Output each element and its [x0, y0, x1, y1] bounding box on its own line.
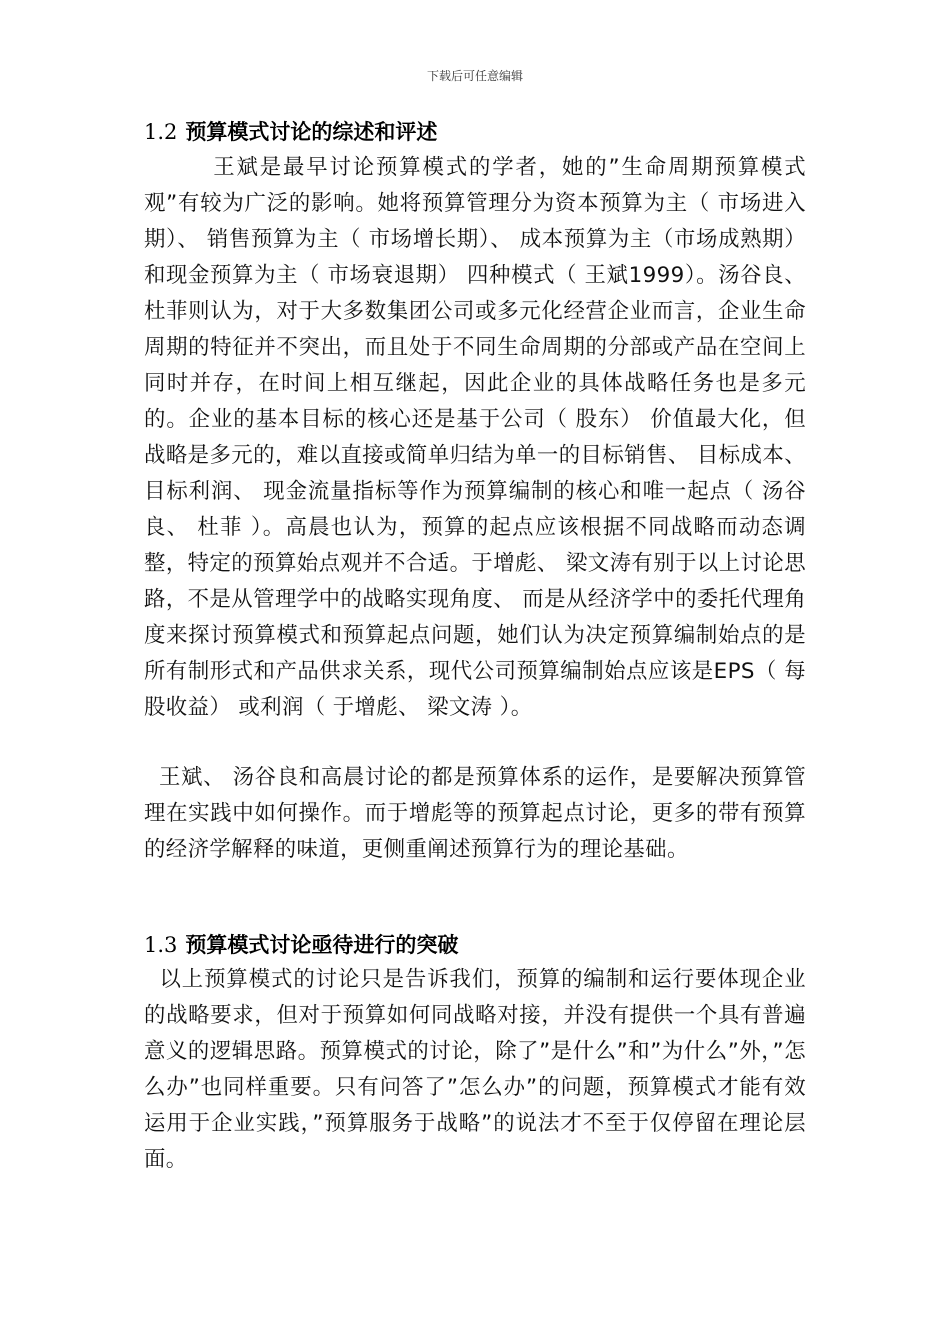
paragraph: 王斌、 汤谷良和高晨讨论的都是预算体系的运作，是要解决预算管理在实践中如何操作。而于增彪等的预算起点讨论，更多的带有预算的经济学解释的味道，更侧重阐述预算行为的理论基础。 — [144, 765, 806, 862]
section-title: 预算模式讨论的综述和评述 — [185, 120, 438, 144]
section-heading-1-2 — [144, 116, 437, 146]
paragraph: 王斌是最早讨论预算模式的学者，她的”生命周期预算模式观”有较为广泛的影响。她将预算管理分为资本预算为主（ 市场进入期）、 销售预算为主（ 市场增长期）、 成本预算为主（市场成熟期） 和现金预算为主（ 市场衰退期） 四种模式（ 王斌1999）。汤谷良、 杜菲则认为，对于大多数集团公司或多元化经营企业而言，企业生命周期的特征并不突出，而且处于不同生命周期的分部或产品在空间上同时并存，在时间上相互继起，因此企业的具体战略任务也是多元的。企业的基本目标的核心还是基于公司（ 股东） 价值最大化，但战略是多元的，难以直接或简单归结为单一的目标销售、 目标成本、 目标利润、 现金流量指标等作为预算编制的核心和唯一起点（ 汤谷良、 杜菲 ）。高晨也认为，预算的起点应该根据不同战略而动态调整，特定的预算始点观并不合适。于增彪、 梁文涛有别于以上讨论思路，不是从管理学中的战略实现角度、 而是从经济学中的委托代理角度来探讨预算模式和预算起点问题，她们认为决定预算编制始点的是所有制形式和产品供求关系，现代公司预算编制始点应该是EPS（ 每股收益） 或利润（ 于增彪、 梁文涛 ）。 — [144, 155, 814, 720]
section-title: 预算模式讨论亟待进行的突破 — [185, 933, 459, 957]
paragraph: 以上预算模式的讨论只是告诉我们，预算的编制和运行要体现企业的战略要求，但对于预算如何同战略对接，并没有提供一个具有普遍意义的逻辑思路。预算模式的讨论，除了”是什么”和”为什么”外，”怎么办”也同样重要。只有问答了”怎么办”的问题，预算模式才能有效运用于企业实践，”预算服务于战略”的说法才不至于仅停留在理论层面。 — [144, 967, 806, 1172]
section-heading-1-3 — [144, 929, 458, 959]
section-number: 1.2 — [144, 120, 178, 144]
page-header: 下载后可任意编辑 — [426, 69, 523, 83]
section-number: 1.3 — [144, 933, 178, 957]
